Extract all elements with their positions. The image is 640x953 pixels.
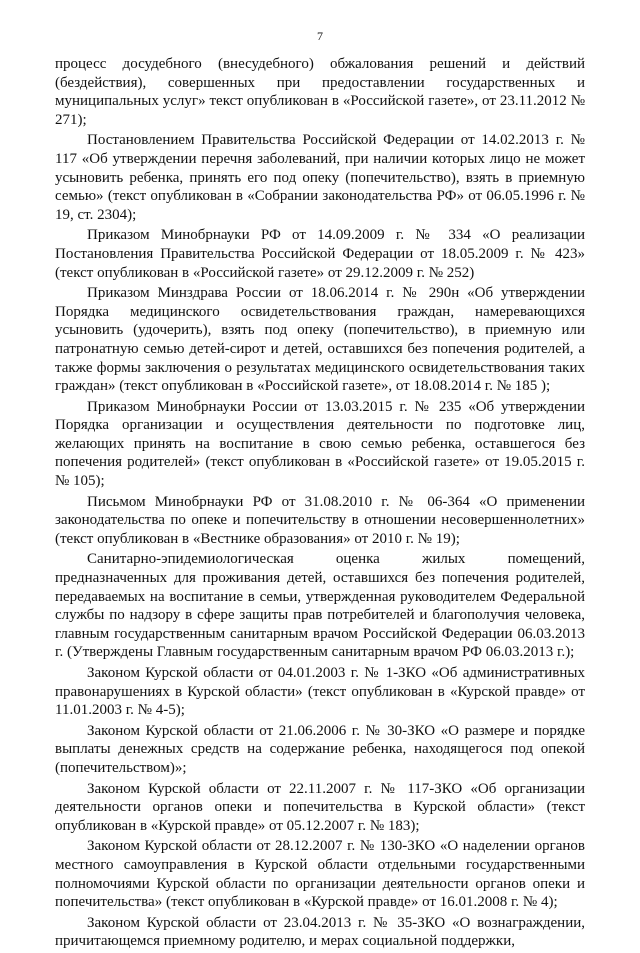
paragraph-10: Законом Курской области от 22.11.2007 г. № 117-ЗКО «Об организации деятельности органов опеки и попечительства в Курской области» (текст опубликован в «Курской правде» от 05.12.2007 г. № 183);	[55, 780, 585, 834]
paragraph-2: Постановлением Правительства Российской Федерации от 14.02.2013 г. № 117 «Об утверждении перечня заболеваний, при наличии которых лицо не может усыновить ребенка, принять его под опеку (попечительство), взять в приемную семью» (текст опубликован в «Собрании законодательства РФ» от 06.05.1996 г. № 19, ст. 2304);	[55, 132, 585, 223]
paragraph-9: Законом Курской области от 21.06.2006 г. № 30-ЗКО «О размере и порядке выплаты денежных средств на содержание ребенка, находящегося под опекой (попечительством)»;	[55, 722, 585, 776]
paragraph-6: Письмом Минобрнауки РФ от 31.08.2010 г. № 06-364 «О применении законодательства по опеке и попечительству в отношении несовершеннолетних» (текст опубликован в «Вестнике образования» от 2010 г. № 19);	[55, 493, 585, 547]
page-number: 7	[317, 29, 323, 43]
paragraph-1: процесс досудебного (внесудебного) обжалования решений и действий (бездействия), совершенных при предоставлении государственных и муниципальных услуг» текст опубликован в «Российской газете», от 23.11.2012 № 271);	[55, 56, 585, 128]
paragraph-8: Законом Курской области от 04.01.2003 г. № 1-ЗКО «Об административных правонарушениях в Курской области» (текст опубликован в «Курской правде» от 11.01.2003 г. № 4-5);	[55, 665, 585, 719]
paragraph-7: Санитарно-эпидемиологическая оценка жилых помещений, предназначенных для проживания детей, оставшихся без попечения родителей, передаваемых на воспитание в семьи, утвержденная руководителем Федеральной службы по надзору в сфере защиты прав потребителей и благополучия человека, главным государственным санитарным врачом Российской Федерации 06.03.2013 г. (Утверждены Главным государственным санитарным врачом РФ 06.03.2013 г.);	[55, 551, 585, 661]
paragraph-11: Законом Курской области от 28.12.2007 г. № 130-ЗКО «О наделении органов местного самоуправления в Курской области отдельными государственными полномочиями Курской области по организации деятельности органов опеки и попечительства» (текст опубликован в «Курской правде» от 16.01.2008 г. № 4);	[55, 838, 585, 911]
paragraph-12: Законом Курской области от 23.04.2013 г. № 35-ЗКО «О вознаграждении, причитающемся приемному родителю, и мерах социальной поддержки,	[55, 914, 585, 950]
paragraph-5: Приказом Минобрнауки России от 13.03.2015 г. № 235 «Об утверждении Порядка организации и осуществления деятельности по подготовке лиц, желающих принять на воспитание в свою семью ребенка, оставшегося без попечения родителей» (текст опубликован в «Российской газете» от 19.05.2015 г. № 105);	[55, 398, 585, 490]
document-body	[55, 55, 585, 953]
paragraph-4: Приказом Минздрава России от 18.06.2014 г. № 290н «Об утверждении Порядка медицинского освидетельствования граждан, намеревающихся усыновить (удочерить), взять под опеку (попечительство), в приемную или патронатную семью детей-сирот и детей, оставшихся без попечения родителей, а также формы заключения о результатах медицинского освидетельствования таких граждан» (текст опубликован в «Российской газете», от 18.08.2014 г. № 185 );	[55, 285, 585, 395]
paragraph-3: Приказом Минобрнауки РФ от 14.09.2009 г. № 334 «О реализации Постановления Правительства Российской Федерации от 18.05.2009 г. № 423» (текст опубликован в «Российской газете» от 29.12.2009 г. № 252)	[55, 227, 585, 281]
